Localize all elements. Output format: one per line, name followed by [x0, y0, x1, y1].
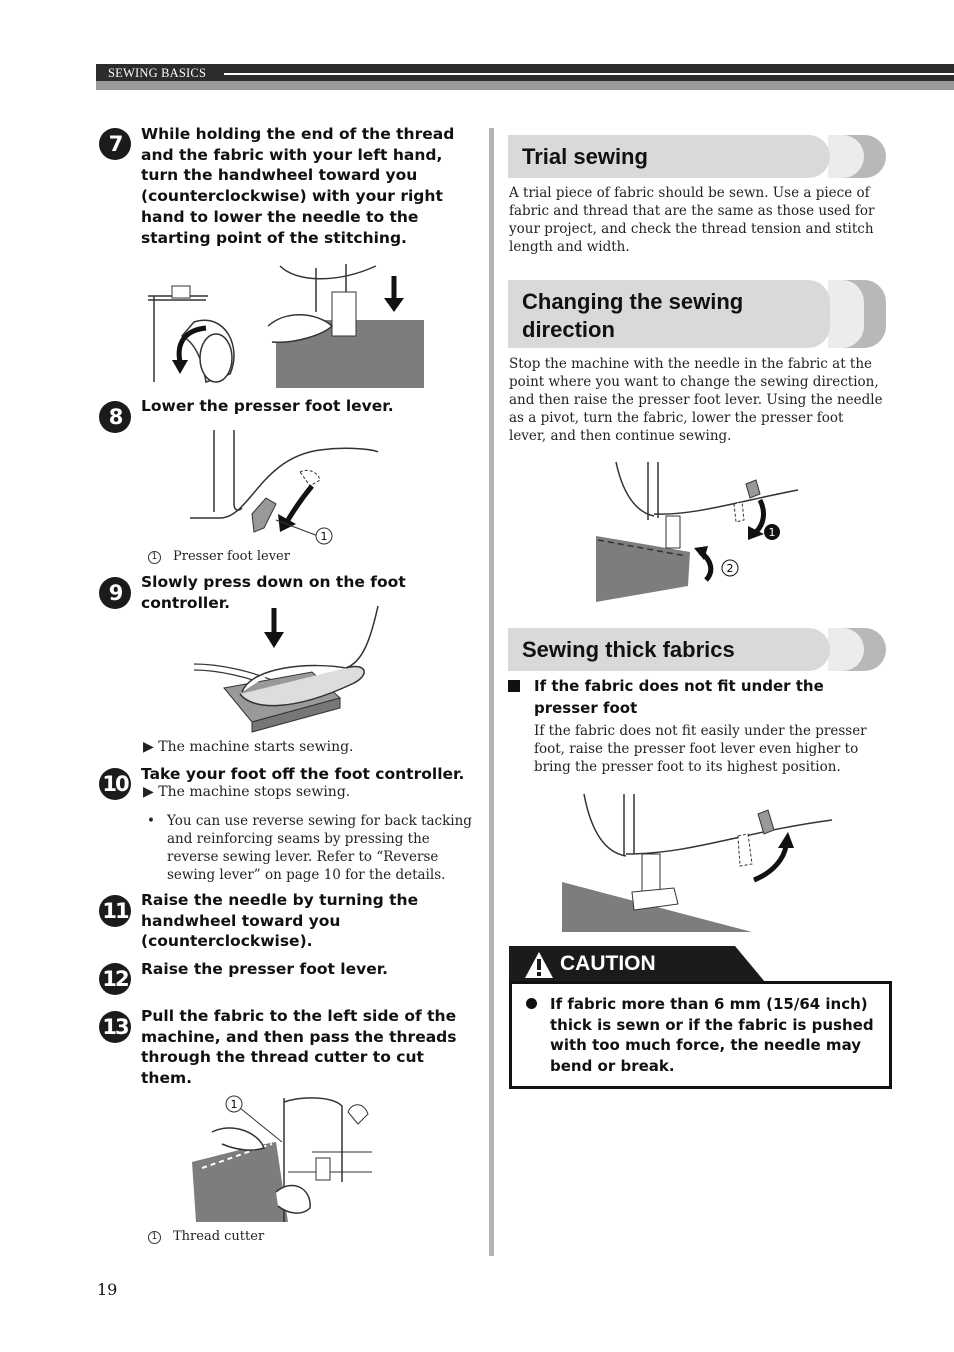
caution-label: CAUTION [560, 952, 656, 975]
pivot-illustration [594, 460, 804, 602]
presser-foot-lever-illustration [190, 428, 390, 548]
thread-cutter-note [148, 1229, 264, 1244]
page-number: 19 [97, 1280, 118, 1299]
result-text: The machine stops sewing. [158, 784, 351, 800]
reverse-sewing-tip [147, 812, 477, 884]
square-bullet-icon [508, 680, 520, 692]
presser-foot-lever-note [148, 549, 290, 564]
step-7-number: 7 [99, 128, 131, 160]
presser-lever-callout: 1 [320, 530, 328, 543]
step-7-text: While holding the end of the thread and the fabric with your left hand, turn the handwheel toward you (counterclockwise) with your right hand to lower the needle to the starting point of the stitching. [141, 125, 455, 247]
bullet-icon: • [147, 813, 155, 829]
section-bar-cap-inner [828, 280, 864, 348]
lever-callout: 1 [768, 526, 776, 539]
note-number: 1 [148, 551, 161, 564]
step-8-text: Lower the presser foot lever. [141, 397, 394, 415]
step-9-number: 9 [99, 577, 131, 609]
subheading-text: If the fabric does not fit under the presser foot [534, 677, 824, 717]
note-text: Thread cutter [173, 1229, 265, 1244]
note-text: Presser foot lever [173, 549, 290, 564]
section-thick-fabrics [508, 628, 886, 671]
handwheel-illustration [146, 262, 426, 390]
page-header [96, 64, 954, 90]
section-changing-direction [508, 280, 886, 348]
step-8-number: 8 [99, 401, 131, 433]
step-10-text: Take your foot off the foot controller. [141, 765, 465, 783]
caution-text: If fabric more than 6 mm (15/64 inch) thick is sewn or if the fabric is pushed with too much force, the needle may bend or break. [550, 995, 874, 1075]
header-section-label: SEWING BASICS [108, 66, 207, 80]
note-number: 1 [148, 1231, 161, 1244]
turn-callout: 2 [726, 562, 734, 575]
step-12-number: 12 [99, 963, 131, 995]
section-title: Sewing thick fabrics [522, 637, 735, 662]
thread-cutter-callout: 1 [230, 1098, 238, 1111]
section-title [522, 288, 743, 344]
result-text: The machine starts sewing. [158, 739, 354, 755]
step-13-text: Pull the fabric to the left side of the machine, and then pass the threads through the thread cutter to cut them. [141, 1007, 457, 1088]
result-arrow-icon: ▶ [143, 739, 154, 755]
foot-controller-illustration [192, 602, 392, 736]
bullet-icon [526, 998, 537, 1009]
changing-direction-body: Stop the machine with the needle in the fabric at the point where you want to change the sewing direction, and then raise the presser foot lever. Using the needle as a pivot, turn the fabric, lower the presser foot lever, and then continue sewing. [509, 356, 883, 444]
section-trial-sewing [508, 135, 886, 178]
step-12-text: Raise the presser foot lever. [141, 960, 389, 978]
step-10-result [143, 784, 350, 800]
thick-fabric-body: If the fabric does not fit easily under the presser foot, raise the presser foot lever even higher to bring the presser foot to its highest position. [534, 723, 867, 775]
caution-box [509, 981, 892, 1089]
step-9-text: Slowly press down on the foot controller. [141, 573, 406, 612]
section-title-line-2: direction [522, 317, 615, 342]
trial-sewing-body: A trial piece of fabric should be sewn. Use a piece of fabric and thread that are the same as those used for your project, and check the thread tension and stitch length and width. [509, 185, 875, 255]
section-title: Trial sewing [522, 144, 648, 169]
tip-text: You can use reverse sewing for back tacking and reinforcing seams by pressing the reverse sewing lever. Refer to “Reverse sewing lever” on page 10 for the details. [167, 813, 472, 883]
header-rule [224, 73, 954, 75]
step-9-result [143, 739, 354, 755]
step-10-number: 10 [99, 768, 131, 800]
thread-cutter-illustration [192, 1092, 377, 1224]
step-11-text: Raise the needle by turning the handwheel toward you (counterclockwise). [141, 891, 419, 951]
result-arrow-icon: ▶ [143, 784, 154, 800]
step-13-number: 13 [99, 1011, 131, 1043]
step-11-number: 11 [99, 895, 131, 927]
thick-fabric-subheading [508, 675, 878, 719]
column-divider [489, 128, 494, 1256]
section-title-line-1: Changing the sewing [522, 289, 744, 314]
thick-fabric-illustration [562, 792, 834, 934]
